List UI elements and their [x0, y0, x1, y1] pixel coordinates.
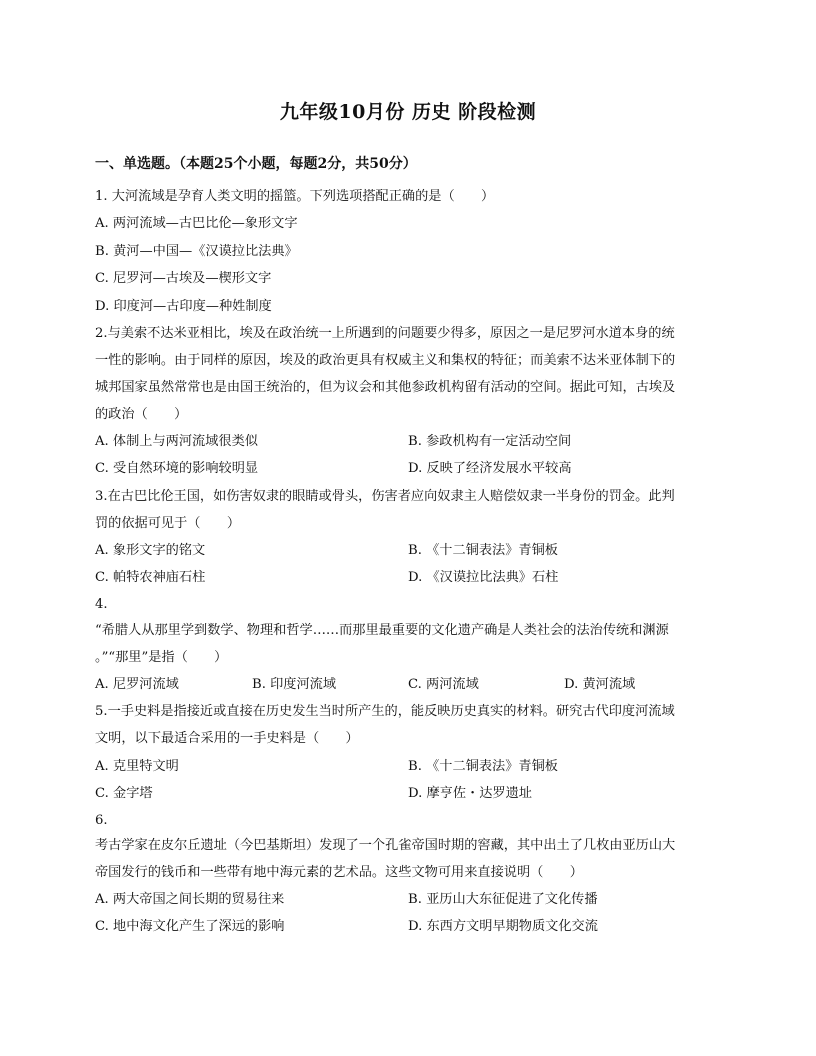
question-5-option-c: C. 金字塔 — [95, 786, 153, 801]
question-3-stem-line: 罚的依据可见于（ ） — [95, 516, 241, 531]
question-4-option-d: D. 黄河流域 — [564, 677, 636, 692]
question-2-option-c: C. 受自然环境的影响较明显 — [95, 461, 259, 476]
question-5-stem-line: 5.一手史料是指接近或直接在历史发生当时所产生的，能反映历史真实的材料。研究古代印度河流域 — [95, 704, 675, 719]
question-1-option-b: B. 黄河—中国—《汉谟拉比法典》 — [95, 244, 298, 259]
question-2-option-d: D. 反映了经济发展水平较高 — [408, 461, 572, 476]
question-1-option-a: A. 两河流域—古巴比伦—象形文字 — [95, 216, 298, 231]
question-6-stem-line: 考古学家在皮尔丘遗址（今巴基斯坦）发现了一个孔雀帝国时期的窖藏，其中出土了几枚由亚历山大 — [95, 838, 676, 853]
question-4-option-a: A. 尼罗河流域 — [95, 677, 179, 692]
question-6-option-b: B. 亚历山大东征促进了文化传播 — [408, 892, 598, 907]
section-heading: 一、单选题。（本题25个小题，每题2分，共50分） — [95, 156, 417, 172]
question-3-option-b: B. 《十二铜表法》青铜板 — [408, 543, 558, 558]
question-3-option-c: C. 帕特农神庙石柱 — [95, 570, 206, 585]
question-2-stem-line: 城邦国家虽然常常也是由国王统治的，但为议会和其他参政机构留有活动的空间。据此可知，古埃及 — [95, 380, 676, 395]
question-5-option-d: D. 摩亨佐・达罗遗址 — [408, 786, 532, 801]
question-2-option-b: B. 参政机构有一定活动空间 — [408, 434, 572, 449]
question-3-stem-line: 3.在古巴比伦王国，如伤害奴隶的眼睛或骨头，伤害者应向奴隶主人赔偿奴隶一半身份的罚金。此判 — [95, 489, 675, 504]
question-4-option-b: B. 印度河流域 — [252, 677, 337, 692]
question-2-option-a: A. 体制上与两河流域很类似 — [95, 434, 258, 449]
question-1-option-c: C. 尼罗河—古埃及—楔形文字 — [95, 271, 272, 286]
question-6-option-a: A. 两大帝国之间长期的贸易往来 — [95, 892, 285, 907]
question-5-option-a: A. 克里特文明 — [95, 759, 179, 774]
question-6-option-d: D. 东西方文明早期物质文化交流 — [408, 919, 598, 934]
question-6-stem-line: 帝国发行的钱币和一些带有地中海元素的艺术品。这些文物可用来直接说明（ ） — [95, 865, 583, 880]
question-6-number: 6. — [95, 813, 108, 828]
question-3-option-a: A. 象形文字的铭文 — [95, 543, 206, 558]
question-4-option-c: C. 两河流域 — [408, 677, 479, 692]
question-3-option-d: D. 《汉谟拉比法典》石柱 — [408, 570, 559, 585]
question-2-stem-line: 的政治（ ） — [95, 407, 188, 422]
question-1-stem: 1. 大河流域是孕育人类文明的摇篮。下列选项搭配正确的是（ ） — [95, 189, 495, 204]
question-5-stem-line: 文明，以下最适合采用的一手史料是（ ） — [95, 731, 359, 746]
question-4-stem-line: 。”“那里”是指（ ） — [95, 650, 228, 665]
question-4-stem-line: “希腊人从那里学到数学、物理和哲学……而那里最重要的文化遗产确是人类社会的法治传统和渊源 — [95, 623, 669, 638]
question-2-stem-line: 一性的影响。由于同样的原因，埃及的政治更具有权威主义和集权的特征；而美索不达米亚体制下的 — [95, 353, 676, 368]
question-6-option-c: C. 地中海文化产生了深远的影响 — [95, 919, 285, 934]
question-1-option-d: D. 印度河—古印度—种姓制度 — [95, 299, 272, 314]
question-5-option-b: B. 《十二铜表法》青铜板 — [408, 759, 558, 774]
question-4-number: 4. — [95, 597, 108, 612]
page-title: 九年级10月份 历史 阶段检测 — [279, 101, 537, 123]
question-2-stem-line: 2.与美索不达米亚相比，埃及在政治统一上所遇到的问题要少得多，原因之一是尼罗河水道本身的统 — [95, 326, 675, 341]
